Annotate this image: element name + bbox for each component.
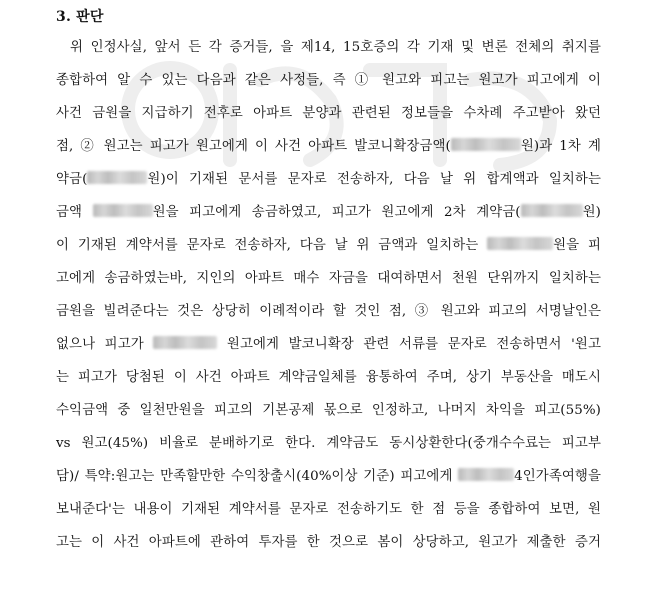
line-text: 수익금액 중 일천만원을 피고의 기본공제 몫으로 인정하고, 나머지 차익을 피고(55%): [56, 403, 601, 418]
line-text: 금원을 빌려준다는 것은 상당히 이례적이라 할 것인 점, ③ 원고와 피고의 서명날인은: [56, 304, 601, 319]
line-text: 원): [582, 205, 601, 220]
redacted-amount: [487, 237, 553, 250]
paragraph-line-6: [56, 203, 601, 223]
redacted-name: [458, 468, 514, 481]
redacted-date: [153, 336, 217, 349]
line-text: 점, ② 원고는 피고가 원고에게 이 사건 아파트 발코니확장금액(: [56, 139, 451, 154]
paragraph-line-4: [56, 137, 601, 157]
redacted-amount: [521, 204, 583, 217]
line-text: 종합하여 알 수 있는 다음과 같은 사정들, 즉 ① 원고와 피고는 원고가 피고에게 이: [56, 73, 601, 88]
line-text: 금액: [56, 205, 93, 220]
line-text: 원을 피: [553, 238, 601, 253]
paragraph-line-1: [70, 38, 601, 58]
line-text: 약금(: [56, 172, 88, 187]
paragraph-line-14: [56, 467, 601, 487]
paragraph-line-8: [56, 269, 601, 289]
redacted-amount: [451, 138, 521, 151]
paragraph-line-7: [56, 236, 601, 256]
paragraph-line-15: [56, 500, 601, 520]
paragraph-line-16: [56, 533, 601, 553]
paragraph-line-13: [56, 434, 601, 454]
line-text: 담)/ 특약:원고는 만족할만한 수익창출시(40%이상 기준) 피고에게: [56, 469, 459, 484]
line-text: 보내준다'는 내용이 기재된 계약서를 문자로 전송하기도 한 점 등을 종합하여 보면, 원: [56, 502, 601, 517]
paragraph-line-12: [56, 401, 601, 421]
line-text: 위 인정사실, 앞서 든 각 증거들, 을 제14, 15호증의 각 기재 및 변론 전체의 취지를: [70, 40, 601, 55]
redacted-amount: [93, 204, 153, 217]
line-text: 고는 이 사건 아파트에 관하여 투자를 한 것으로 봄이 상당하고, 원고가 제출한 증거: [56, 535, 601, 550]
paragraph-line-11: [56, 368, 601, 388]
paragraph-line-2: [56, 71, 601, 91]
line-text: 원을 피고에게 송금하였고, 피고가 원고에게 2차 계약금(: [152, 205, 521, 220]
line-text: 원)과 1차 계: [520, 139, 601, 154]
paragraph-line-3: [56, 104, 601, 124]
line-text: 4인가족여행을: [514, 469, 601, 484]
section-heading: 3. 판단: [56, 9, 104, 25]
line-text: 없으나 피고가: [56, 337, 154, 352]
line-text: 원고에게 발코니확장 관련 서류를 문자로 전송하면서 '원고: [217, 337, 601, 352]
paragraph-line-5: [56, 170, 601, 190]
line-text: 사건 금원을 지급하기 전후로 아파트 분양과 관련된 정보들을 수차례 주고받아 왔던: [56, 106, 601, 121]
redacted-amount: [87, 171, 147, 184]
line-text: vs 원고(45%) 비율로 분배하기로 한다. 계약금도 동시상환한다(중개수수료는 피고부: [56, 436, 601, 451]
paragraph-line-9: [56, 302, 601, 322]
line-text: 는 피고가 당첨된 이 사건 아파트 계약금일체를 융통하여 주며, 상기 부동산을 매도시: [56, 370, 601, 385]
line-text: 고에게 송금하였는바, 지인의 아파트 매수 자금을 대여하면서 천원 단위까지 일치하는: [56, 271, 601, 286]
line-text: 원)이 기재된 문서를 문자로 전송하자, 다음 날 위 합계액과 일치하는: [147, 172, 601, 187]
line-text: 이 기재된 계약서를 문자로 전송하자, 다음 날 위 금액과 일치하는: [56, 238, 488, 253]
paragraph-line-10: [56, 335, 601, 355]
